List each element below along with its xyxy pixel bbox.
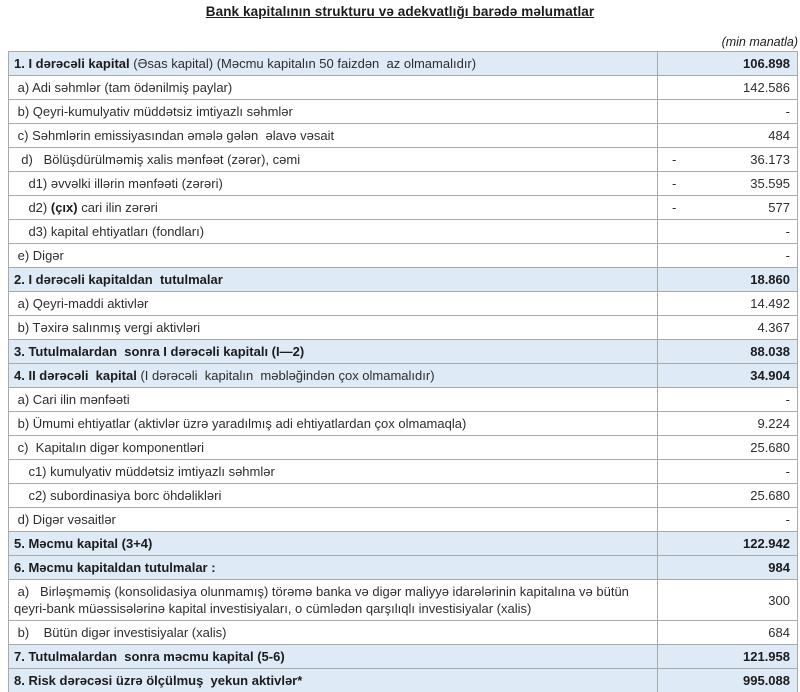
row-label [9,412,658,436]
row-label [9,460,658,484]
row-value-number: 684 [768,625,790,640]
row-label-text: d3) kapital ehtiyatları (fondları) [14,224,205,239]
row-label [9,268,658,292]
row-label-text: a) Birləşməmiş (konsolidasiya olunmamış) törəmə banka və digər maliyyə idarələrinin kapitalına və bütün qeyri-bank müəssisələrinə kapital investisiyaları, o cümlədən qarşılıqlı investisiyalar (xalis) [14,584,633,616]
row-label-text: 5. Məcmu kapital (3+4) [14,536,153,551]
row-label-text: e) Digər [14,248,64,263]
row-value [658,244,798,268]
row-label [9,532,658,556]
row-label-text: d1) əvvəlki illərin mənfəəti (zərəri) [14,176,223,191]
row-label-text: b) Təxirə salınmış vergi aktivləri [14,320,201,335]
row-label [9,580,658,621]
unit-note: (min manatla) [721,35,798,49]
row-label-text: 4. II dərəcəli kapital [14,368,137,383]
row-value [658,340,798,364]
row-label [9,292,658,316]
row-value [658,316,798,340]
row-label-text: (çıx) [50,200,78,215]
row-label [9,316,658,340]
row-value-number: 121.958 [743,649,790,664]
item-row [9,621,798,645]
minus-sign: - [672,176,677,191]
capital-structure-table [8,51,798,692]
row-label-text: d) Bölüşdürülməmiş xalis mənfəət (zərər), cəmi [14,152,301,167]
row-value [658,148,798,172]
row-label-text: a) Adi səhmlər (tam ödənilmiş paylar) [14,80,233,95]
row-label [9,148,658,172]
row-label [9,484,658,508]
row-value-number: 484 [768,128,790,143]
row-label [9,124,658,148]
row-value [658,484,798,508]
section-row [9,669,798,692]
row-label [9,340,658,364]
row-label-text: (I dərəcəli kapitalın məbləğindən çox olmamalıdır) [136,368,435,383]
item-row [9,388,798,412]
row-label-text: a) Cari ilin mənfəəti [14,392,130,407]
item-row [9,508,798,532]
row-value-number: 4.367 [757,320,790,335]
section-row [9,556,798,580]
row-label-text: 7. Tutulmalardan sonra məcmu kapital (5-6) [14,649,285,664]
row-label [9,508,658,532]
row-value-number: - [785,248,790,263]
row-value-number: 25.680 [750,488,790,503]
item-row [9,76,798,100]
section-row [9,268,798,292]
row-value [658,220,798,244]
row-value-number: - [785,224,790,239]
row-label-text: 2. I dərəcəli kapitaldan tutulmalar [14,272,223,287]
row-value-number: 36.173 [750,152,790,167]
row-value [658,412,798,436]
row-value [658,268,798,292]
row-label-text: 3. Tutulmalardan sonra I dərəcəli kapitalı (I—2) [14,344,305,359]
row-label-text: b) Qeyri-kumulyativ müddətsiz imtiyazlı səhmlər [14,104,293,119]
minus-sign: - [672,200,677,215]
section-row [9,340,798,364]
row-label [9,220,658,244]
item-row [9,316,798,340]
row-value [658,669,798,692]
row-label-text: cari ilin zərəri [77,200,158,215]
page-title: Bank kapitalının strukturu və adekvatlığı barədə məlumatlar [205,4,595,19]
section-row [9,364,798,388]
row-value-number: 35.595 [750,176,790,191]
row-label [9,669,658,692]
section-row [9,645,798,669]
item-row [9,124,798,148]
row-value-number: - [785,464,790,479]
row-value-number: 25.680 [750,440,790,455]
row-value [658,580,798,621]
row-value-number: 995.088 [743,673,790,688]
row-value-number: 106.898 [743,56,790,71]
row-label [9,364,658,388]
row-value-number: 14.492 [750,296,790,311]
row-value [658,645,798,669]
row-value-number: - [785,104,790,119]
row-value [658,556,798,580]
row-value-number: 577 [768,200,790,215]
row-label [9,76,658,100]
row-label-text: 6. Məcmu kapitaldan tutulmalar : [14,560,216,575]
section-row [9,532,798,556]
row-value [658,76,798,100]
row-label-text: c) Kapitalın digər komponentləri [14,440,205,455]
row-value [658,364,798,388]
item-row [9,460,798,484]
item-row [9,580,798,621]
row-label-text: 1. I dərəcəli kapital [14,56,130,71]
minus-sign: - [672,152,677,167]
row-label-text: c1) kumulyativ müddətsiz imtiyazlı səhmlər [14,464,275,479]
row-label [9,621,658,645]
row-value-number: 9.224 [757,416,790,431]
row-label-text: c) Səhmlərin emissiyasından əmələ gələn əlavə vəsait [14,128,335,143]
row-value [658,508,798,532]
item-row [9,484,798,508]
row-value-number: 88.038 [750,344,790,359]
row-value [658,172,798,196]
row-value-number: - [785,392,790,407]
row-label [9,436,658,460]
capital-table-body [9,52,798,692]
item-row [9,244,798,268]
row-label-text: (Əsas kapital) (Məcmu kapitalın 50 faizdən az olmamalıdır) [129,56,477,71]
item-row [9,436,798,460]
row-value-number: 300 [768,592,790,608]
row-value [658,532,798,556]
section-row [9,52,798,76]
row-value [658,52,798,76]
row-label-text: d2) [14,200,51,215]
row-label [9,172,658,196]
row-label-text: b) Ümumi ehtiyatlar (aktivlər üzrə yaradılmış adi ehtiyatlardan çox olmamaqla) [14,416,467,431]
row-label [9,388,658,412]
item-row [9,292,798,316]
row-label [9,556,658,580]
row-value [658,388,798,412]
row-value [658,196,798,220]
row-value-number: 18.860 [750,272,790,287]
row-value-number: 122.942 [743,536,790,551]
row-value [658,292,798,316]
row-label [9,100,658,124]
row-value [658,124,798,148]
row-value-number: 34.904 [750,368,790,383]
item-row [9,172,798,196]
row-value [658,460,798,484]
row-label [9,196,658,220]
row-value [658,621,798,645]
row-value [658,436,798,460]
row-label-text: 8. Risk dərəcəsi üzrə ölçülmuş yekun aktivlər* [14,673,303,688]
row-label-text: b) Bütün digər investisiyalar (xalis) [14,625,227,640]
row-label [9,645,658,669]
row-value [658,100,798,124]
row-label [9,52,658,76]
row-value-number: 984 [768,560,790,575]
item-row [9,148,798,172]
row-label-text: a) Qeyri-maddi aktivlər [14,296,149,311]
row-label [9,244,658,268]
item-row [9,412,798,436]
row-value-number: - [785,512,790,527]
row-value-number: 142.586 [743,80,790,95]
item-row [9,100,798,124]
row-label-text: c2) subordinasiya borc öhdəlikləri [14,488,222,503]
row-label-text: d) Digər vəsaitlər [14,512,116,527]
item-row [9,196,798,220]
item-row [9,220,798,244]
